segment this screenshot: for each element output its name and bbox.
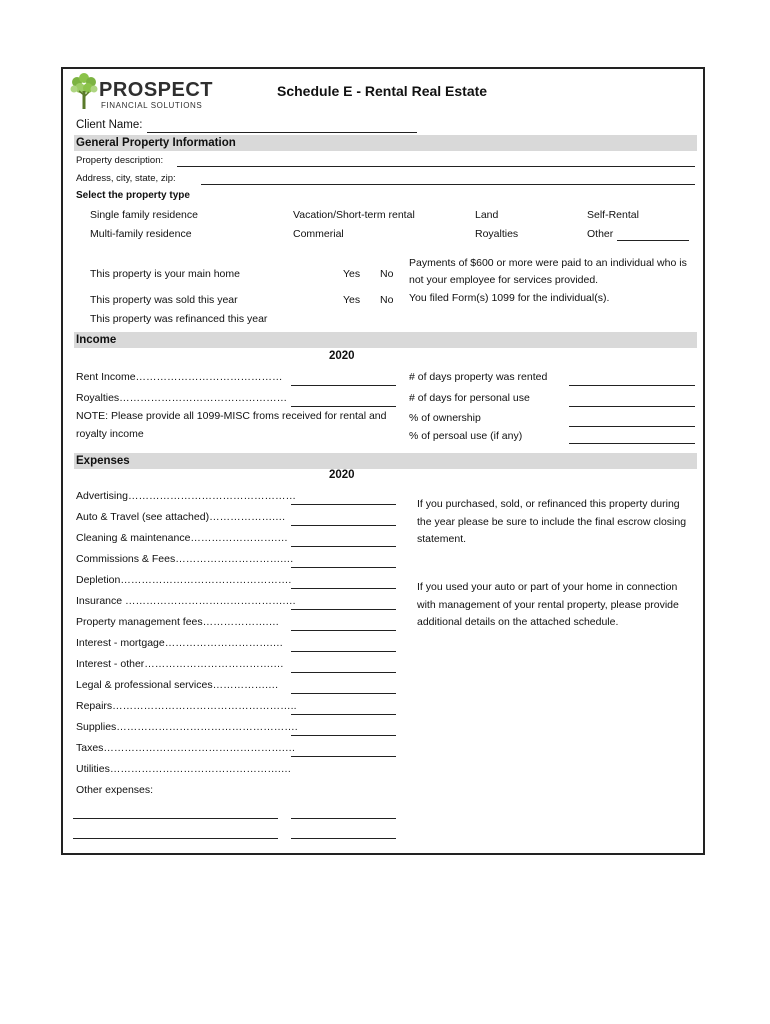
expense-insurance-field[interactable] <box>291 609 396 610</box>
expense-repairs-label: Repairs…………………………………………….. <box>76 700 297 712</box>
expense-auto-travel-field[interactable] <box>291 525 396 526</box>
address-label: Address, city, state, zip: <box>76 173 176 184</box>
main-home-label: This property is your main home <box>90 268 240 280</box>
form-1099-label: You filed Form(s) 1099 for the individual(s). <box>409 292 610 304</box>
type-vacation-rental[interactable]: Vacation/Short-term rental <box>293 209 415 221</box>
expense-depletion-field[interactable] <box>291 588 396 589</box>
days-rented-field[interactable] <box>569 385 695 386</box>
expense-interest-other-label: Interest - other……………………………….… <box>76 658 284 670</box>
expenses-year: 2020 <box>329 469 355 481</box>
expense-commissions-field[interactable] <box>291 567 396 568</box>
sold-no[interactable]: No <box>380 294 394 306</box>
expenses-heading: Expenses <box>74 453 697 469</box>
logo-name: PROSPECT <box>99 79 214 101</box>
type-multi-family[interactable]: Multi-family residence <box>90 228 192 240</box>
expense-advertising-field[interactable] <box>291 504 396 505</box>
expense-interest-mortgage-field[interactable] <box>291 651 396 652</box>
payments-note-line2: not your employee for services provided. <box>409 274 599 286</box>
expense-insurance-label: Insurance ……………………………………….… <box>76 595 296 607</box>
income-year: 2020 <box>329 350 355 362</box>
expense-supplies-label: Supplies……………………………………………. <box>76 721 298 733</box>
expense-taxes-label: Taxes…………………………………………….… <box>76 742 296 754</box>
expense-repairs-field[interactable] <box>291 714 396 715</box>
expense-legal-label: Legal & professional services…………….… <box>76 679 279 691</box>
main-home-yes[interactable]: Yes <box>343 268 361 280</box>
sold-label: This property was sold this year <box>90 294 238 306</box>
expense-supplies-field[interactable] <box>291 735 396 736</box>
other-expense-amount-1[interactable] <box>291 818 396 819</box>
expense-interest-other-field[interactable] <box>291 672 396 673</box>
days-personal-field[interactable] <box>569 406 695 407</box>
client-name-label: Client Name: <box>76 119 143 131</box>
ownership-label: % of ownership <box>409 412 481 424</box>
expense-depletion-label: Depletion…………………………………………. <box>76 574 292 586</box>
other-expense-desc-1[interactable] <box>73 818 278 819</box>
expense-property-mgmt-label: Property management fees……………….… <box>76 616 280 628</box>
expense-cleaning-field[interactable] <box>291 546 396 547</box>
income-note-line1: NOTE: Please provide all 1099-MISC froms received for rental and <box>76 410 387 422</box>
other-expense-desc-2[interactable] <box>73 838 278 839</box>
escrow-note-line1: If you purchased, sold, or refinanced this property during <box>417 498 680 510</box>
type-self-rental[interactable]: Self-Rental <box>587 209 639 221</box>
type-commercial[interactable]: Commerial <box>293 228 344 240</box>
tree-logo-icon <box>69 73 99 111</box>
main-home-no[interactable]: No <box>380 268 394 280</box>
general-info-heading: General Property Information <box>74 135 697 151</box>
page-title: Schedule E - Rental Real Estate <box>277 83 488 99</box>
personal-use-label: % of persoal use (if any) <box>409 430 523 442</box>
expense-legal-field[interactable] <box>291 693 396 694</box>
expense-interest-mortgage-label: Interest - mortgage………………………….… <box>76 637 284 649</box>
expense-commissions-label: Commissions & Fees………………………….… <box>76 553 294 565</box>
days-personal-label: # of days for personal use <box>409 392 530 404</box>
expense-auto-travel-label: Auto & Travel (see attached)……………….… <box>76 511 286 523</box>
type-other[interactable]: Other <box>587 228 614 240</box>
refinanced-label: This property was refinanced this year <box>90 313 268 325</box>
escrow-note-line3: statement. <box>417 533 467 545</box>
auto-home-note-line3: additional details on the attached schedule. <box>417 616 619 628</box>
type-royalties[interactable]: Royalties <box>475 228 519 240</box>
other-expense-amount-2[interactable] <box>291 838 396 839</box>
schedule-e-form <box>61 67 705 855</box>
days-rented-label: # of days property was rented <box>409 371 548 383</box>
sold-yes[interactable]: Yes <box>343 294 361 306</box>
type-land[interactable]: Land <box>475 209 499 221</box>
expense-cleaning-label: Cleaning & maintenance…………………….… <box>76 532 288 544</box>
auto-home-note-line2: with management of your rental property, please provide <box>417 599 679 611</box>
expense-taxes-field[interactable] <box>291 756 396 757</box>
select-type-label: Select the property type <box>76 190 190 201</box>
other-expenses-label: Other expenses: <box>76 784 154 796</box>
royalties-field[interactable] <box>291 406 396 407</box>
escrow-note-line2: the year please be sure to include the final escrow closing <box>417 516 687 528</box>
payments-note-line1: Payments of $600 or more were paid to an individual who is <box>409 257 687 269</box>
ownership-field[interactable] <box>569 426 695 427</box>
client-name-field[interactable] <box>147 132 417 133</box>
address-field[interactable] <box>201 184 695 185</box>
property-description-label: Property description: <box>76 155 164 166</box>
expense-utilities-label: Utilities………………………………………….… <box>76 763 292 775</box>
auto-home-note-line1: If you used your auto or part of your home in connection <box>417 581 678 593</box>
income-heading: Income <box>74 332 697 348</box>
type-other-field[interactable] <box>617 240 689 241</box>
income-note-line2: royalty income <box>76 428 144 440</box>
rent-income-label: Rent Income…………………………………… <box>76 371 283 383</box>
expense-property-mgmt-field[interactable] <box>291 630 396 631</box>
type-single-family[interactable]: Single family residence <box>90 209 198 221</box>
logo <box>69 73 214 113</box>
expense-advertising-label: Advertising………………………………………… <box>76 490 296 502</box>
rent-income-field[interactable] <box>291 385 396 386</box>
personal-use-field[interactable] <box>569 443 695 444</box>
logo-subtitle: FINANCIAL SOLUTIONS <box>101 101 203 110</box>
royalties-label: Royalties………………………………………… <box>76 392 288 404</box>
property-description-field[interactable] <box>177 166 695 167</box>
